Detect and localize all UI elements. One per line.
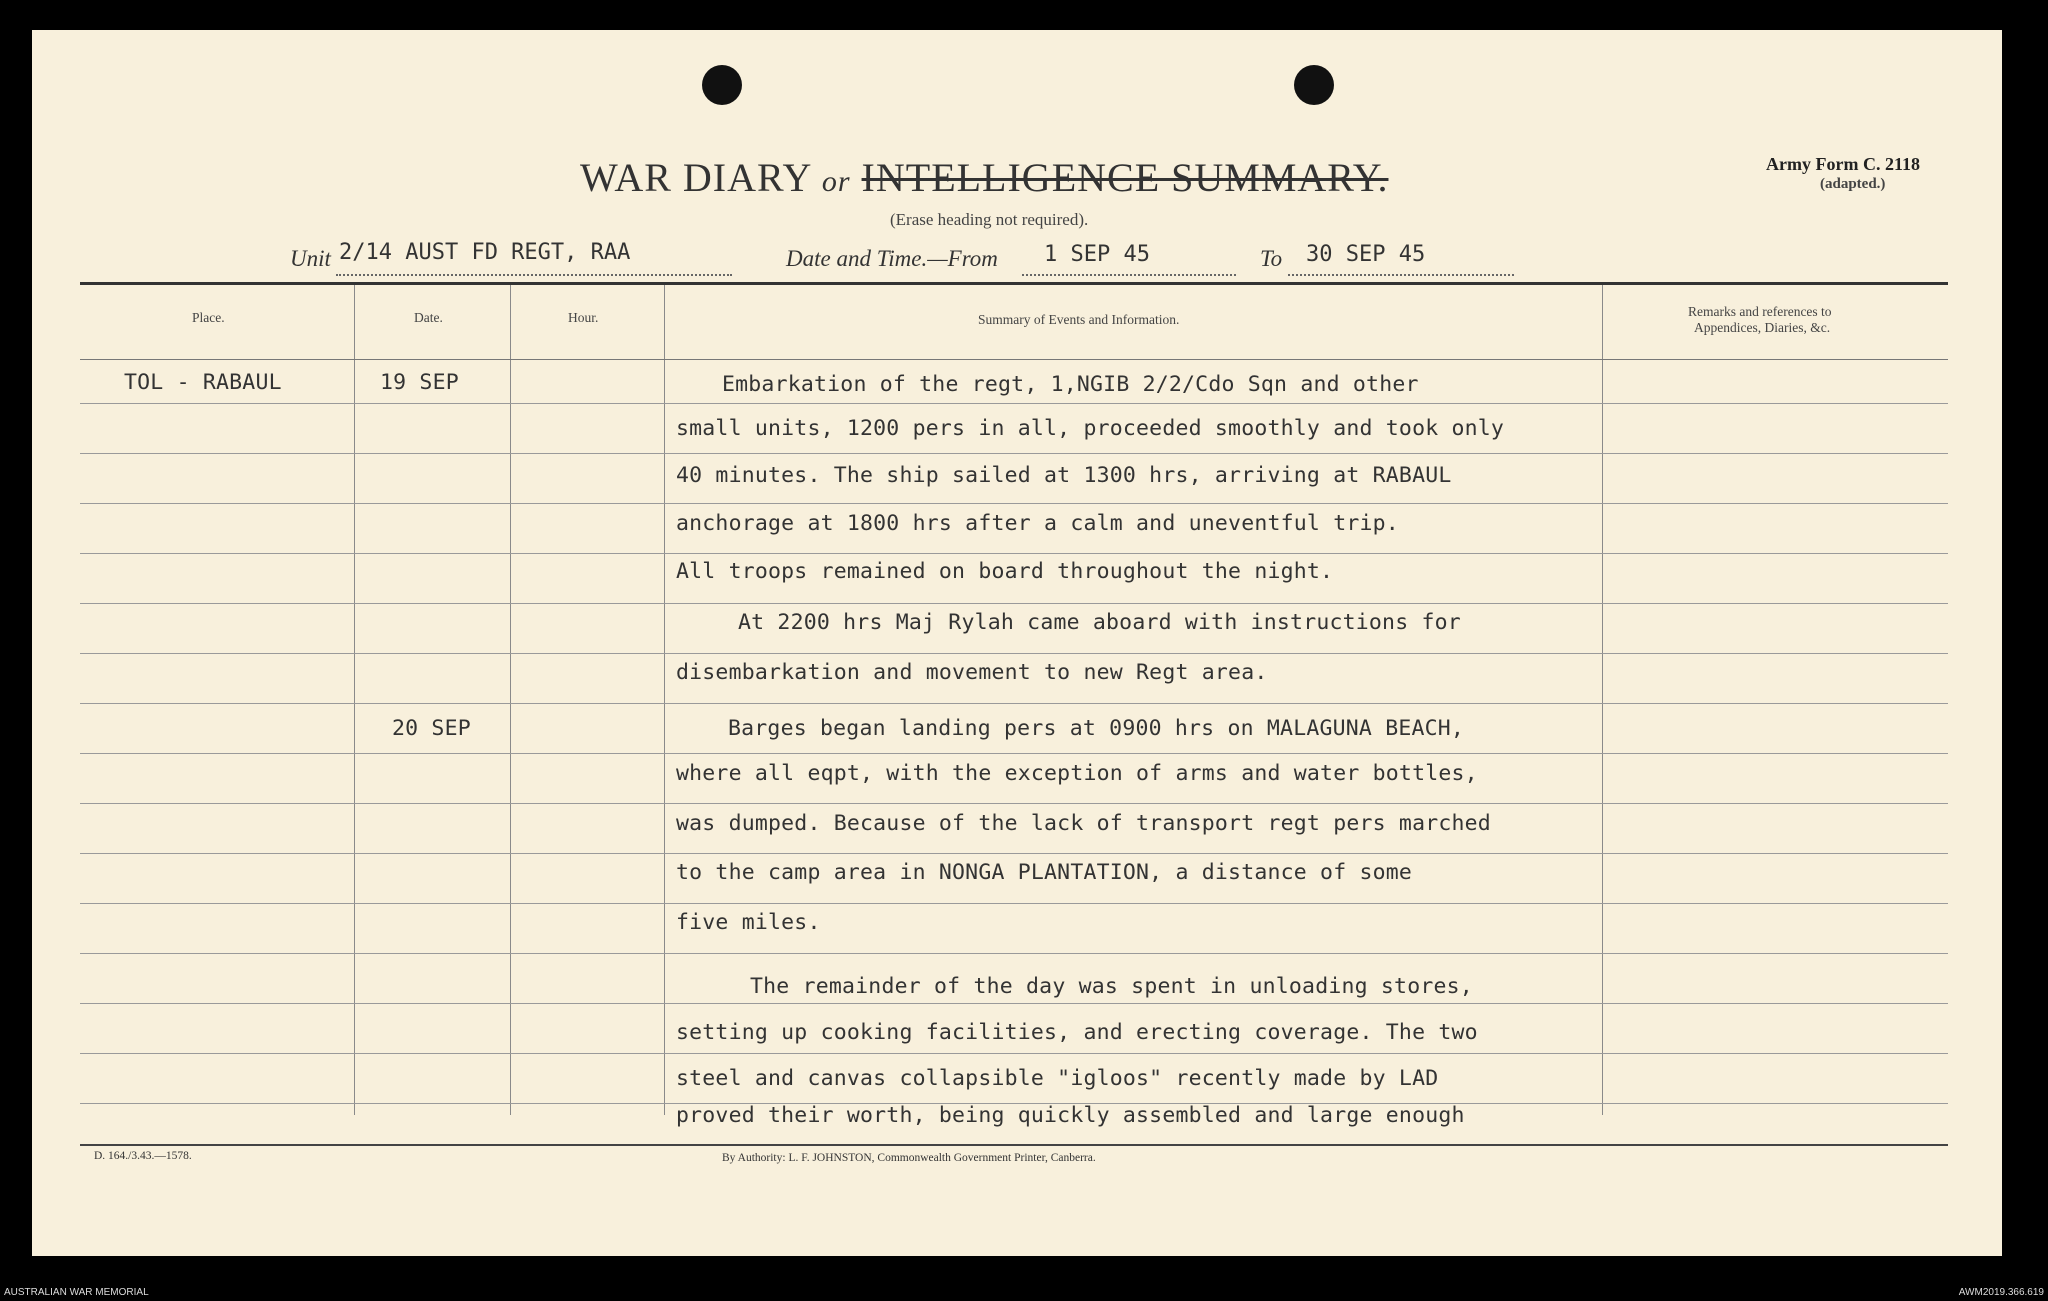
summary-line: At 2200 hrs Maj Rylah came aboard with instructions for	[738, 610, 1461, 635]
summary-line: was dumped. Because of the lack of transport regt pers marched	[676, 811, 1491, 836]
col-header-hour: Hour.	[568, 310, 599, 325]
ruled-line	[80, 1003, 1948, 1004]
summary-line: five miles.	[676, 910, 821, 935]
to-label: To	[1260, 246, 1283, 271]
date-to-value: 30 SEP 45	[1306, 242, 1426, 267]
punch-hole-left	[702, 65, 742, 105]
summary-line: where all eqpt, with the exception of arms and water bottles,	[676, 761, 1478, 786]
page-title	[580, 154, 1388, 201]
header-row-rule	[80, 359, 1948, 360]
col-divider-3	[664, 285, 665, 1115]
accession-number: AWM2019.366.619	[1958, 1287, 2044, 1298]
summary-line: Embarkation of the regt, 1,NGIB 2/2/Cdo Sqn and other	[722, 372, 1419, 397]
punch-hole-right	[1294, 65, 1334, 105]
summary-line: anchorage at 1800 hrs after a calm and uneventful trip.	[676, 511, 1399, 536]
ruled-line	[80, 403, 1948, 404]
ruled-line	[80, 953, 1948, 954]
authority-line: By Authority: L. F. JOHNSTON, Commonwealth Government Printer, Canberra.	[722, 1152, 1096, 1164]
date-from-value: 1 SEP 45	[1044, 242, 1150, 267]
col-header-remarks-line2: Appendices, Diaries, &c.	[1694, 320, 1831, 335]
col-divider-2	[510, 285, 511, 1115]
ruled-line	[80, 1053, 1948, 1054]
summary-line: setting up cooking facilities, and erecting coverage. The two	[676, 1020, 1478, 1045]
title-main: WAR DIARY	[580, 155, 811, 200]
ruled-line	[80, 503, 1948, 504]
summary-line: The remainder of the day was spent in unloading stores,	[750, 974, 1473, 999]
collection-credit: AUSTRALIAN WAR MEMORIAL	[4, 1287, 149, 1298]
col-divider-1	[354, 285, 355, 1115]
col-divider-4	[1602, 285, 1603, 1115]
date-to-dotted-line	[1288, 274, 1514, 276]
war-diary-sheet	[32, 30, 2002, 1256]
adapted-label: (adapted.)	[1820, 176, 1886, 192]
ruled-line	[80, 553, 1948, 554]
unit-value: 2/14 AUST FD REGT, RAA	[339, 240, 631, 265]
date-from-dotted-line	[1022, 274, 1236, 276]
army-form-label: Army Form C. 2118	[1766, 154, 1920, 174]
summary-line: All troops remained on board throughout the night.	[676, 559, 1334, 584]
summary-line: proved their worth, being quickly assembled and large enough	[676, 1103, 1465, 1128]
ruled-line	[80, 803, 1948, 804]
col-header-remarks-line1: Remarks and references to	[1688, 304, 1832, 319]
ruled-line	[80, 903, 1948, 904]
summary-line: 40 minutes. The ship sailed at 1300 hrs, arriving at RABAUL	[676, 463, 1452, 488]
unit-label: Unit	[290, 246, 331, 271]
date-label: Date and Time.—From	[786, 246, 998, 271]
date-entry-19-sep: 19 SEP	[380, 370, 459, 395]
summary-line: small units, 1200 pers in all, proceeded smoothly and took only	[676, 416, 1505, 441]
col-header-place: Place.	[192, 310, 225, 325]
ruled-line	[80, 653, 1948, 654]
col-header-date: Date.	[414, 310, 443, 325]
ruled-line	[80, 853, 1948, 854]
ruled-line	[80, 703, 1948, 704]
place-entry: TOL - RABAUL	[124, 370, 282, 395]
summary-line: Barges began landing pers at 0900 hrs on MALAGUNA BEACH,	[728, 716, 1465, 741]
summary-line: steel and canvas collapsible "igloos" recently made by LAD	[676, 1066, 1439, 1091]
summary-line: to the camp area in NONGA PLANTATION, a distance of some	[676, 860, 1413, 885]
ruled-line	[80, 453, 1948, 454]
summary-line: disembarkation and movement to new Regt area.	[676, 660, 1268, 685]
ruled-line	[80, 603, 1948, 604]
erase-note: (Erase heading not required).	[890, 210, 1089, 229]
form-code: D. 164./3.43.—1578.	[94, 1150, 192, 1162]
col-header-summary: Summary of Events and Information.	[978, 312, 1180, 327]
table-bottom-rule	[80, 1144, 1948, 1146]
ruled-line	[80, 753, 1948, 754]
title-struck: INTELLIGENCE SUMMARY.	[861, 155, 1389, 200]
unit-dotted-line	[336, 274, 732, 276]
date-entry-20-sep: 20 SEP	[392, 716, 471, 741]
title-or: or	[821, 165, 851, 198]
table-top-rule	[80, 282, 1948, 285]
